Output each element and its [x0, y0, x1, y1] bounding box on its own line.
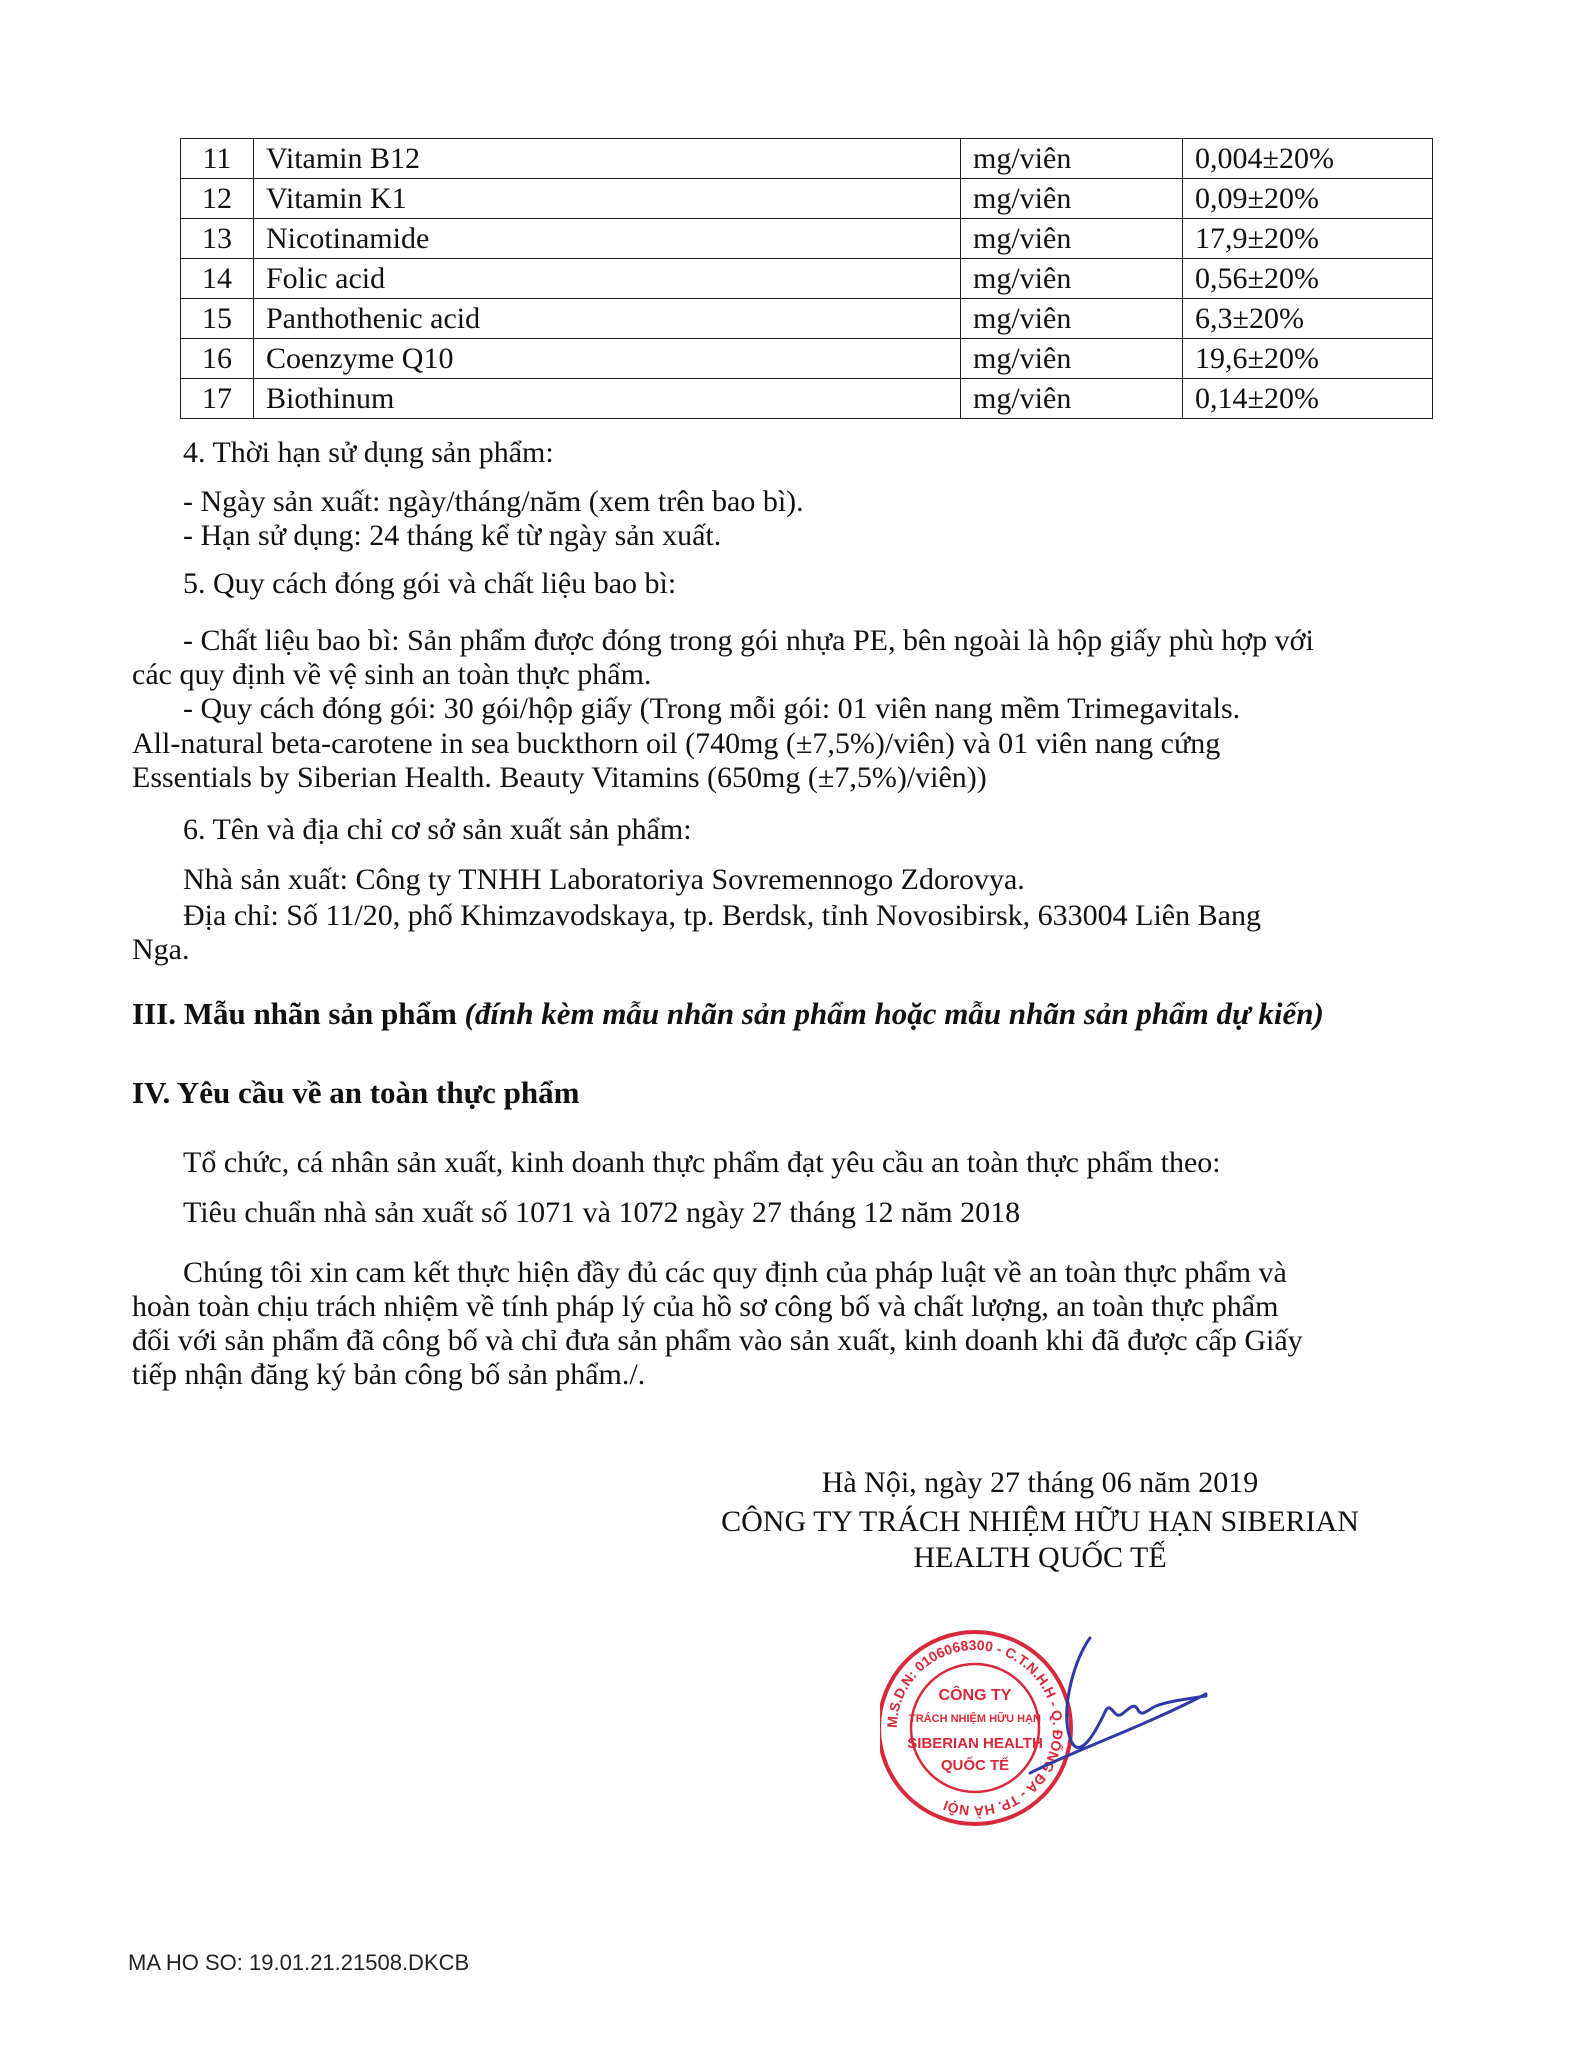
ingredient-name: Folic acid	[254, 259, 961, 299]
section-iv-title: IV. Yêu cầu về an toàn thực phẩm	[132, 1075, 580, 1110]
standard-line: Tiêu chuẩn nhà sản xuất số 1071 và 1072 ngày 27 tháng 12 năm 2018	[183, 1196, 1021, 1229]
manufacturer-line: Nhà sản xuất: Công ty TNHH Laboratoriya Sovremennogo Zdorovya.	[183, 863, 1025, 896]
address-line-1: Địa chỉ: Số 11/20, phố Khimzavodskaya, tp. Berdsk, tỉnh Novosibirsk, 633004 Liên Bang	[183, 899, 1261, 932]
table-row	[181, 339, 1433, 379]
ingredient-unit: mg/viên	[961, 339, 1183, 379]
row-number: 16	[181, 339, 254, 379]
ingredient-unit: mg/viên	[961, 179, 1183, 219]
packaging-spec-line-2: All-natural beta-carotene in sea buckthorn oil (740mg (±7,5%)/viên) và 01 viên nang cứng	[132, 727, 1221, 760]
ingredient-name: Vitamin K1	[254, 179, 961, 219]
table-row	[181, 299, 1433, 339]
table-row	[181, 379, 1433, 419]
row-number: 15	[181, 299, 254, 339]
ingredients-table-body	[181, 139, 1433, 419]
ingredient-value: 19,6±20%	[1183, 339, 1433, 379]
section-iii-title: III. Mẫu nhãn sản phẩm	[132, 996, 457, 1031]
company-stamp	[880, 1598, 1210, 1858]
table-row	[181, 139, 1433, 179]
ingredient-unit: mg/viên	[961, 379, 1183, 419]
packaging-spec-line-1: - Quy cách đóng gói: 30 gói/hộp giấy (Trong mỗi gói: 01 viên nang mềm Trimegavitals.	[183, 692, 1241, 725]
commitment-line-3: đối với sản phẩm đã công bố và chỉ đưa sản phẩm vào sản xuất, kinh doanh khi đã được cấp Giấy	[132, 1324, 1303, 1357]
expiry-line: - Hạn sử dụng: 24 tháng kể từ ngày sản xuất.	[183, 519, 722, 552]
stamp-text-line-4: QUỐC TẾ	[940, 1757, 1010, 1774]
dossier-code: MA HO SO: 19.01.21.21508.DKCB	[128, 1950, 470, 1975]
row-number: 12	[181, 179, 254, 219]
ingredient-unit: mg/viên	[961, 139, 1183, 179]
ingredient-value: 0,56±20%	[1183, 259, 1433, 299]
packaging-spec-line-3: Essentials by Siberian Health. Beauty Vitamins (650mg (±7,5%)/viên))	[132, 761, 987, 794]
section-iii-heading	[132, 996, 1324, 1031]
ingredient-unit: mg/viên	[961, 299, 1183, 339]
stamp-ring-text: M.S.D.N: 0106068300 - C.T.N.H.H - Q. ĐỐNG ĐA - TP. HÀ NỘI	[883, 1636, 1067, 1820]
ingredient-name: Panthothenic acid	[254, 299, 961, 339]
ingredient-value: 0,09±20%	[1183, 179, 1433, 219]
company-name-line-2: HEALTH QUỐC TẾ	[913, 1541, 1167, 1574]
section-iii-note: (đính kèm mẫu nhãn sản phẩm hoặc mẫu nhãn sản phẩm dự kiến)	[464, 996, 1324, 1031]
ingredient-name: Coenzyme Q10	[254, 339, 961, 379]
commitment-line-1: Chúng tôi xin cam kết thực hiện đầy đủ các quy định của pháp luật về an toàn thực phẩm và	[183, 1256, 1287, 1289]
stamp-outer-ring	[880, 1632, 1071, 1824]
section-5-title: 5. Quy cách đóng gói và chất liệu bao bì:	[183, 567, 677, 600]
section-6-title: 6. Tên và địa chỉ cơ sở sản xuất sản phẩm:	[183, 813, 692, 846]
table-row	[181, 259, 1433, 299]
ingredient-name: Nicotinamide	[254, 219, 961, 259]
signature-company	[620, 1504, 1460, 1576]
packaging-material-line-2: các quy định về vệ sinh an toàn thực phẩm.	[132, 658, 652, 691]
row-number: 13	[181, 219, 254, 259]
stamp-text-line-3: SIBERIAN HEALTH	[907, 1735, 1043, 1752]
ingredient-name: Vitamin B12	[254, 139, 961, 179]
commitment-line-4: tiếp nhận đăng ký bản công bố sản phẩm./.	[132, 1358, 646, 1391]
table-row	[181, 219, 1433, 259]
ingredient-value: 0,004±20%	[1183, 139, 1433, 179]
manufacture-date-line: - Ngày sản xuất: ngày/tháng/năm (xem trên bao bì).	[183, 485, 804, 518]
row-number: 11	[181, 139, 254, 179]
address-line-2: Nga.	[132, 933, 190, 966]
ingredients-table	[180, 138, 1433, 419]
signature-date: Hà Nội, ngày 27 tháng 06 năm 2019	[821, 1466, 1259, 1499]
ingredient-unit: mg/viên	[961, 259, 1183, 299]
row-number: 14	[181, 259, 254, 299]
stamp-text-line-2: TRÁCH NHIỆM HỮU HẠN	[909, 1713, 1041, 1725]
table-row	[181, 179, 1433, 219]
commitment-line-2: hoàn toàn chịu trách nhiệm về tính pháp lý của hồ sơ công bố và chất lượng, an toàn thực phẩm	[132, 1290, 1279, 1323]
section-4-title: 4. Thời hạn sử dụng sản phẩm:	[183, 436, 554, 469]
ingredient-unit: mg/viên	[961, 219, 1183, 259]
ingredient-value: 6,3±20%	[1183, 299, 1433, 339]
safety-requirement-line: Tổ chức, cá nhân sản xuất, kinh doanh thực phẩm đạt yêu cầu an toàn thực phẩm theo:	[183, 1146, 1221, 1179]
stamp-text-line-1: CÔNG TY	[938, 1687, 1012, 1704]
row-number: 17	[181, 379, 254, 419]
ingredient-name: Biothinum	[254, 379, 961, 419]
packaging-material-line-1: - Chất liệu bao bì: Sản phẩm được đóng trong gói nhựa PE, bên ngoài là hộp giấy phù hợp với	[183, 624, 1314, 657]
ingredient-value: 0,14±20%	[1183, 379, 1433, 419]
stamp-seal-icon	[880, 1598, 1210, 1858]
company-name-line-1: CÔNG TY TRÁCH NHIỆM HỮU HẠN SIBERIAN	[721, 1505, 1359, 1538]
ingredient-value: 17,9±20%	[1183, 219, 1433, 259]
